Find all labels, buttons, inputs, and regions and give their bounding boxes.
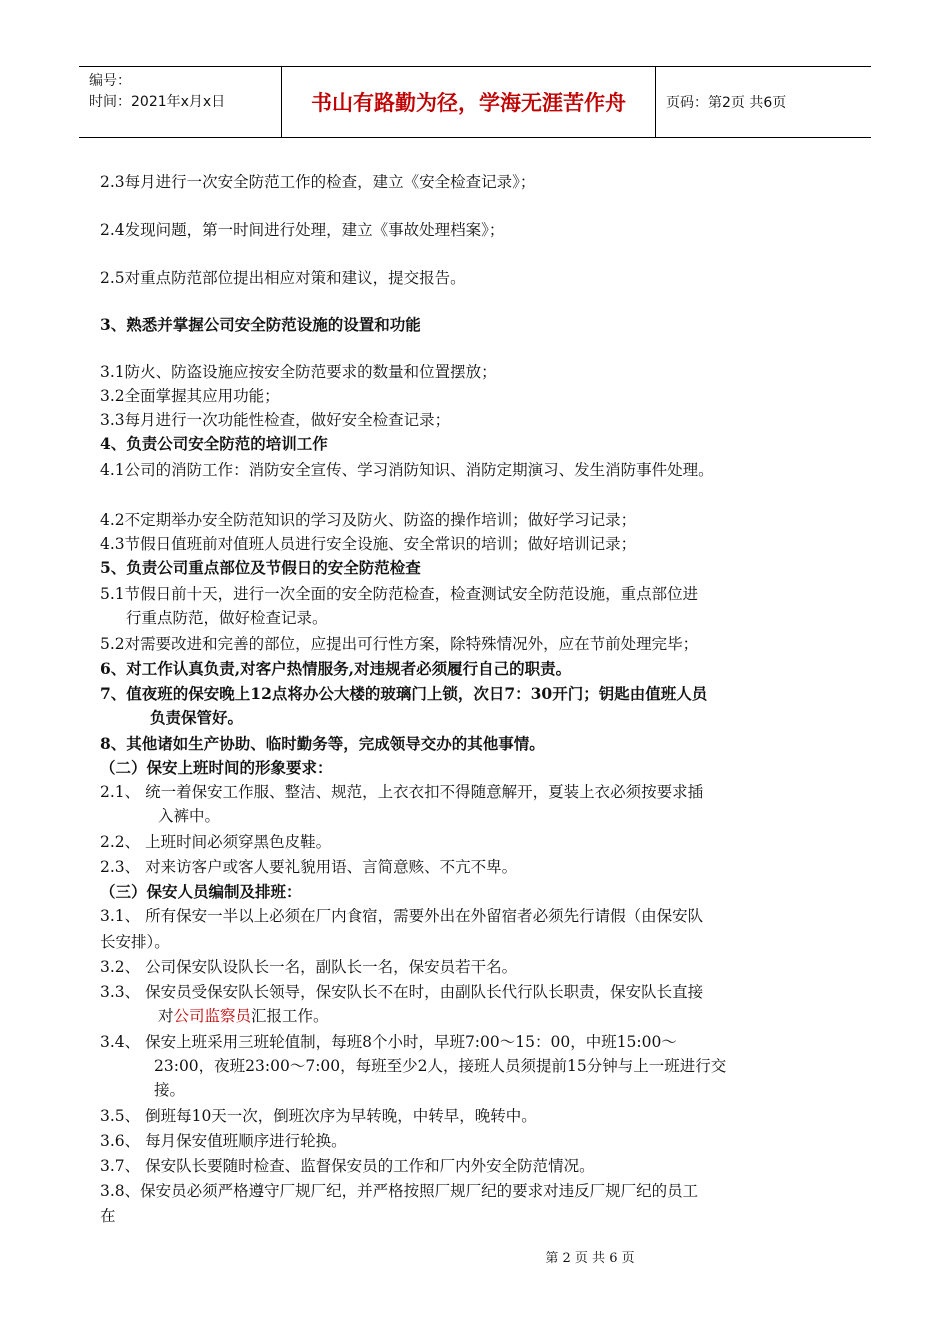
section-heading: 7、值夜班的保安晚上12点将办公大楼的玻璃门上锁，次日7：30开门；钥匙由值班人员 — [100, 684, 708, 703]
text-line: 4.2不定期举办安全防范知识的学习及防火、防盗的操作培训；做好学习记录； — [100, 511, 637, 529]
text-line: 3.4、 保安上班采用三班轮值制，每班8个小时，早班7:00～15：00，中班15:00～ — [100, 1033, 677, 1051]
text-line: 2.1、 统一着保安工作服、整洁、规范，上衣衣扣不得随意解开，夏装上衣必须按要求插 — [100, 783, 704, 801]
text-line: 3.3每月进行一次功能性检查，做好安全检查记录； — [100, 411, 451, 429]
section-heading: 3、熟悉并掌握公司安全防范设施的设置和功能 — [100, 315, 421, 334]
text-line: 2.3每月进行一次安全防范工作的检查，建立《安全检查记录》； — [100, 173, 536, 191]
page-header — [79, 66, 871, 138]
text-line: 5.1节假日前十天，进行一次全面的安全防范检查，检查测试安全防范设施，重点部位进 — [100, 585, 699, 603]
section-heading: 6、对工作认真负责,对客户热情服务,对违规者必须履行自己的职责。 — [100, 659, 572, 678]
text-line: 3.1防火、防盗设施应按安全防范要求的数量和位置摆放； — [100, 363, 497, 381]
text-line: 3.7、 保安队长要随时检查、监督保安员的工作和厂内外安全防范情况。 — [100, 1157, 595, 1175]
section-heading: （二）保安上班时间的形象要求： — [100, 758, 333, 777]
header-motto: 书山有路勤为径，学海无涯苦作舟 — [282, 67, 656, 137]
text-line-continued: 接。 — [154, 1081, 186, 1099]
text-line: 3.3、 保安员受保安队长领导，保安队长不在时，由副队长代行队长职责，保安队长直接 — [100, 983, 704, 1001]
section-heading: 5、负责公司重点部位及节假日的安全防范检查 — [100, 558, 421, 577]
text-line: 3.6、 每月保安值班顺序进行轮换。 — [100, 1132, 347, 1150]
header-page-info: 页码：第2页 共6页 — [666, 95, 787, 111]
text-line: 3.2全面掌握其应用功能； — [100, 387, 280, 405]
text-line: 5.2对需要改进和完善的部位，应提出可行性方案，除特殊情况外，应在节前处理完毕； — [100, 635, 699, 653]
text-line-continued: 行重点防范，做好检查记录。 — [126, 609, 328, 627]
text-line-continued: 负责保管好。 — [150, 708, 244, 727]
text-line-continued: 23:00，夜班23:00～7:00，每班至少2人，接班人员须提前15分钟与上一班进行交 — [154, 1057, 727, 1075]
text-line: 4.3节假日值班前对值班人员进行安全设施、安全常识的培训；做好培训记录； — [100, 535, 637, 553]
text-line: 3.2、 公司保安队设队长一名，副队长一名，保安员若干名。 — [100, 958, 518, 976]
text-line: 2.2、 上班时间必须穿黑色皮鞋。 — [100, 833, 332, 851]
text-line: 2.3、 对来访客户或客人要礼貌用语、言简意赅、不亢不卑。 — [100, 858, 518, 876]
text-line-continued: 长安排）。 — [100, 933, 170, 951]
highlighted-term: 公司监察员 — [173, 1007, 252, 1025]
text-line-continued: 在 — [100, 1207, 116, 1225]
text-line: 2.5对重点防范部位提出相应对策和建议，提交报告。 — [100, 269, 466, 287]
text-line-continued: 入裤中。 — [158, 807, 221, 825]
text-line: 4.1公司的消防工作：消防安全宣传、学习消防知识、消防定期演习、发生消防事件处理。 — [100, 461, 714, 479]
text-line-continued — [158, 1004, 329, 1028]
header-meta — [79, 67, 282, 137]
text-line: 3.8、保安员必须严格遵守厂规厂纪，并严格按照厂规厂纪的要求对违反厂规厂纪的员工 — [100, 1182, 699, 1200]
text-segment: 对 — [158, 1007, 174, 1025]
text-line: 3.5、 倒班每10天一次，倒班次序为早转晚，中转早，晚转中。 — [100, 1107, 537, 1125]
time-label: 时间：2021年x月x日 — [89, 94, 226, 110]
section-heading: 4、负责公司安全防范的培训工作 — [100, 434, 328, 453]
number-label: 编号： — [89, 73, 131, 89]
text-line: 3.1、 所有保安一半以上必须在厂内食宿，需要外出在外留宿者必须先行请假（由保安队 — [100, 907, 704, 925]
section-heading: 8、其他诸如生产协助、临时勤务等，完成领导交办的其他事情。 — [100, 734, 545, 753]
text-segment: 汇报工作。 — [251, 1007, 329, 1025]
text-line: 2.4发现问题，第一时间进行处理，建立《事故处理档案》； — [100, 221, 505, 239]
section-heading: （三）保安人员编制及排班： — [100, 882, 302, 901]
page-footer: 第 2 页 共 6 页 — [545, 1251, 635, 1266]
